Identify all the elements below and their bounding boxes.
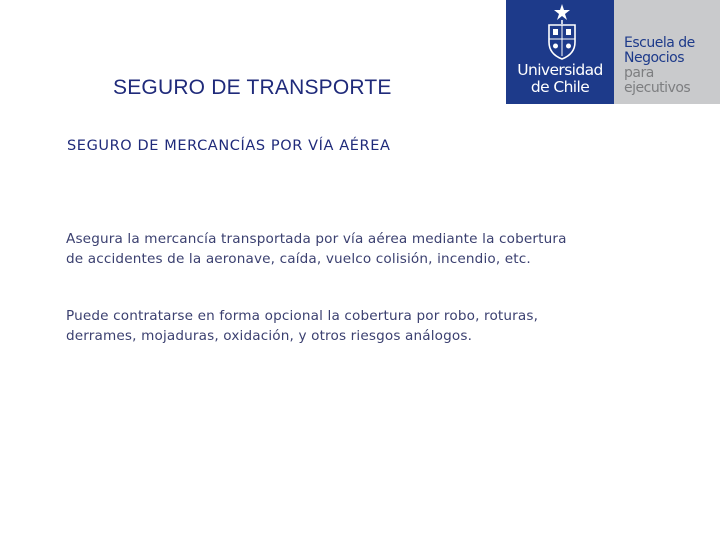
school-name-line1: Escuela de — [624, 35, 695, 51]
university-logo — [506, 0, 720, 104]
slide-subtitle: SEGURO DE MERCANCÍAS POR VÍA AÉREA — [67, 138, 391, 154]
university-name-line2: de Chile — [530, 78, 590, 96]
school-name-line2: Negocios — [624, 50, 684, 66]
paragraph-coverage — [66, 229, 666, 269]
paragraph-optional-coverage — [66, 306, 666, 346]
paragraph-line: Puede contratarse en forma opcional la cobertura por robo, roturas, — [66, 308, 539, 324]
logo-blue-panel — [506, 0, 614, 104]
school-tagline-line2: ejecutivos — [624, 80, 691, 96]
slide-title: SEGURO DE TRANSPORTE — [113, 76, 392, 99]
paragraph-line: Asegura la mercancía transportada por vía aérea mediante la cobertura — [66, 231, 567, 247]
logo-gray-panel — [614, 0, 720, 104]
paragraph-line: derrames, mojaduras, oxidación, y otros riesgos análogos. — [66, 328, 473, 344]
university-seal-icon — [544, 4, 580, 60]
school-tagline — [624, 66, 690, 96]
school-name — [624, 36, 695, 66]
school-tagline-line1: para — [624, 65, 654, 81]
paragraph-line: de accidentes de la aeronave, caída, vuelco colisión, incendio, etc. — [66, 251, 531, 267]
university-name-line1: Universidad — [517, 61, 603, 79]
